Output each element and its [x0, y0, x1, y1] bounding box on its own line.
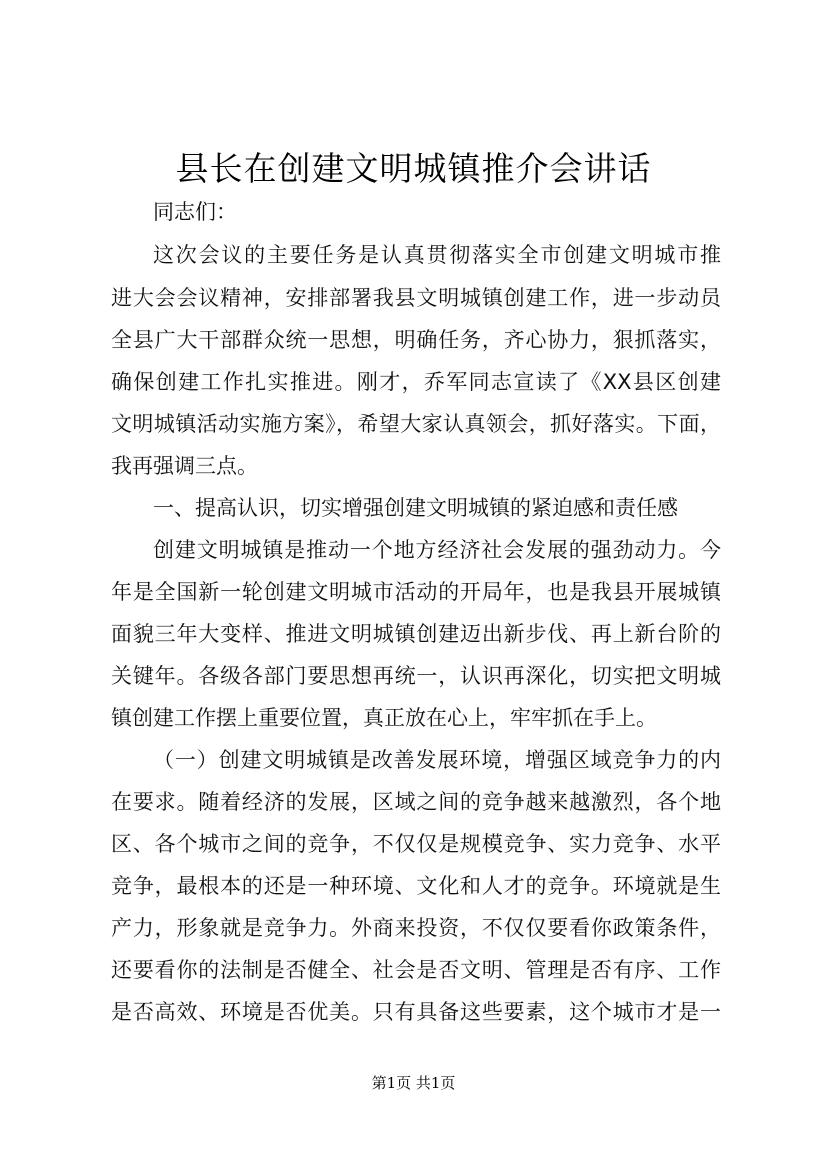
- document-title: 县长在创建文明城镇推介会讲话: [175, 149, 652, 188]
- subsection-line: （一）创建文明城镇是改善发展环境，增强区域竞争力的内: [153, 748, 721, 772]
- body-line: 镇创建工作摆上重要位置，真正放在心上，牢牢抓在手上。: [111, 706, 657, 730]
- body-line: 文明城镇活动实施方案》，希望大家认真领会，抓好落实。下面，: [111, 412, 721, 436]
- salutation-line: 同志们：: [153, 200, 237, 224]
- body-line: 这次会议的主要任务是认真贯彻落实全市创建文明城市推: [153, 243, 721, 267]
- body-line: 区、各个城市之间的竞争，不仅仅是规模竞争、实力竞争、水平: [111, 832, 721, 856]
- page-footer: 第1页 共1页: [371, 1074, 456, 1092]
- body-line: 还要看你的法制是否健全、社会是否文明、管理是否有序、工作: [111, 958, 721, 982]
- body-line: 年是全国新一轮创建文明城市活动的开局年，也是我县开展城镇: [111, 580, 721, 604]
- body-line: 全县广大干部群众统一思想，明确任务，齐心协力，狠抓落实，: [111, 328, 721, 352]
- body-line: 确保创建工作扎实推进。刚才，乔军同志宣读了《XX县区创建: [111, 370, 721, 394]
- body-line: 面貌三年大变样、推进文明城镇创建迈出新步伐、再上新台阶的: [111, 622, 721, 646]
- body-line: 产力，形象就是竞争力。外商来投资，不仅仅要看你政策条件，: [111, 916, 721, 940]
- body-line: 是否高效、环境是否优美。只有具备这些要素，这个城市才是一: [111, 1000, 721, 1024]
- body-line: 进大会会议精神，安排部署我县文明城镇创建工作，进一步动员: [111, 286, 721, 310]
- body-line: 在要求。随着经济的发展，区域之间的竞争越来越激烈，各个地: [111, 790, 721, 814]
- body-line: 竞争，最根本的还是一种环境、文化和人才的竞争。环境就是生: [111, 874, 721, 898]
- body-line: 关键年。各级各部门要思想再统一，认识再深化，切实把文明城: [111, 664, 721, 688]
- section-heading: 一、提高认识，切实增强创建文明城镇的紧迫感和责任感: [153, 496, 678, 520]
- body-line: 创建文明城镇是推动一个地方经济社会发展的强劲动力。今: [153, 538, 721, 562]
- body-line: 我再强调三点。: [111, 454, 258, 478]
